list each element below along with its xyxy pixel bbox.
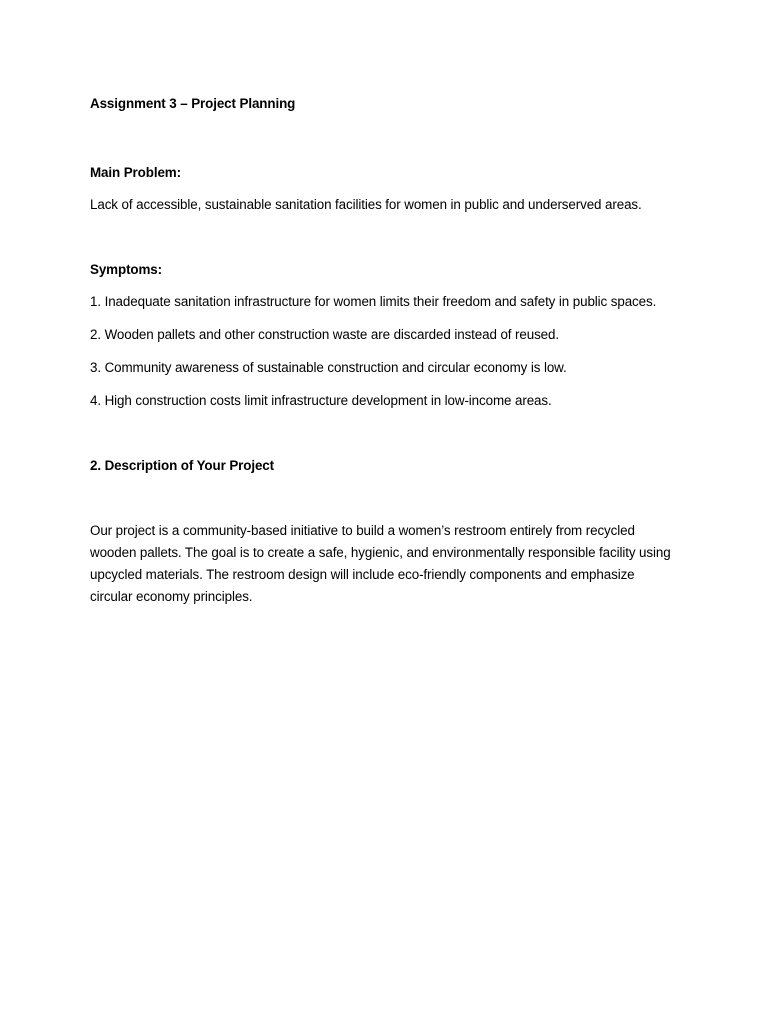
main-problem-text: Lack of accessible, sustainable sanitation facilities for women in public and underserved areas. [90,197,642,212]
main-problem-heading: Main Problem: [90,165,181,180]
symptom-item: 1. Inadequate sanitation infrastructure for women limits their freedom and safety in public spaces. [90,294,657,309]
symptom-item: 4. High construction costs limit infrastructure development in low-income areas. [90,393,552,408]
document-title: Assignment 3 – Project Planning [90,96,296,111]
document-body [90,93,680,608]
symptom-item: 2. Wooden pallets and other construction waste are discarded instead of reused. [90,327,559,342]
description-text: Our project is a community-based initiative to build a women’s restroom entirely from recycled wooden pallets. The goal is to create a safe, hygienic, and environmentally responsible facility using upcycled materials. The restroom design will include eco-friendly components and emphasize circular economy principles. [90,523,671,604]
symptom-item: 3. Community awareness of sustainable construction and circular economy is low. [90,360,567,375]
description-heading: 2. Description of Your Project [90,458,275,473]
symptoms-heading: Symptoms: [90,262,163,277]
